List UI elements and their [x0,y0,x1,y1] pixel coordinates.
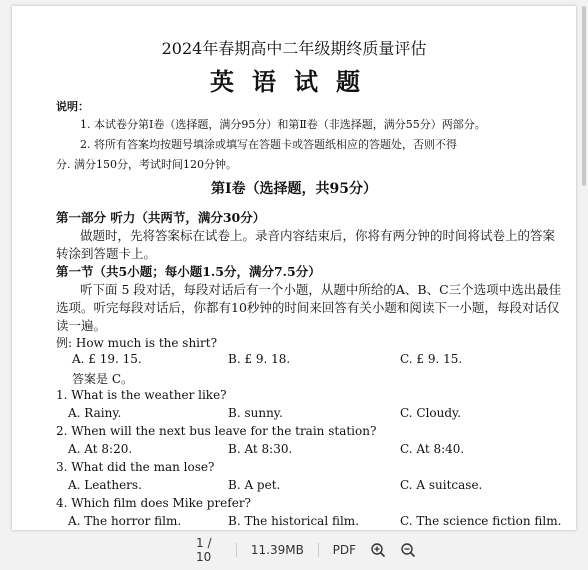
document-page [12,6,576,530]
zoom-in-icon [370,542,386,558]
question-3-option-a: A. Leathers. [68,478,142,492]
question-4-option-a: A. The horror film. [68,514,182,528]
question-2-option-c: C. At 8:40. [400,442,465,456]
notes-line-2a: 2. 将所有答案均按题号填涂或填写在答题卡或答题纸相应的答题处，否则不得 [80,138,457,151]
question-3-option-c: C. A suitcase. [400,478,483,492]
toolbar-divider [318,543,319,557]
example-option-b: B. £ 9. 18. [228,352,291,366]
file-format: PDF [332,543,356,557]
page-indicator[interactable]: 1 / 10 [196,536,212,564]
scrollbar[interactable] [582,6,586,186]
zoom-in-button[interactable] [370,542,386,558]
example-option-a: A. £ 19. 15. [72,352,142,366]
notes-label: 说明： [56,100,89,113]
example-answer: 答案是 C。 [72,372,133,386]
question-3-option-b: B. A pet. [228,478,281,492]
sec1-desc-c: 读一遍。 [56,318,107,333]
question-4-option-c: C. The science fiction film. [400,514,562,528]
question-4-option-b: B. The historical film. [228,514,360,528]
question-2: 2. When will the next bus leave for the train station? [56,424,377,438]
question-2-option-a: A. At 8:20. [68,442,133,456]
example-question: 例: How much is the shirt? [56,336,217,350]
sec1-title: 第一节（共5小题；每小题1.5分，满分7.5分） [56,264,321,279]
section-title: 第Ⅰ卷（选择题，共95分） [210,181,378,197]
part1-title: 第一部分 听力（共两节，满分30分） [56,210,266,225]
notes-line-1: 1. 本试卷分第Ⅰ卷（选择题，满分95分）和第Ⅱ卷（非选择题，满分55分）两部分。 [80,118,486,131]
example-option-c: C. £ 9. 15. [400,352,463,366]
notes-line-2b: 分. 满分150分，考试时间120分钟。 [56,158,237,171]
question-3: 3. What did the man lose? [56,460,215,474]
file-size: 11.39MB [250,543,304,557]
question-1: 1. What is the weather like? [56,388,227,402]
exam-title: 2024年春期高中二年级期终质量评估 [161,39,427,58]
zoom-out-icon [400,542,416,558]
question-2-option-b: B. At 8:30. [228,442,293,456]
question-1-option-b: B. sunny. [228,406,283,420]
part1-desc-a: 做题时，先将答案标在试卷上。录音内容结束后，你将有两分钟的时间将试卷上的答案 [80,228,556,243]
sec1-desc-b: 选项。听完每段对话后，你都有10秒钟的时间来回答有关小题和阅读下一小题，每段对话仅 [56,300,560,315]
zoom-out-button[interactable] [400,542,416,558]
sec1-desc-a: 听下面 5 段对话，每段对话后有一个小题，从题中所给的A、B、C三个选项中选出最佳 [80,282,562,297]
viewer-toolbar [196,536,416,564]
subject-title: 英语试题 [210,67,378,96]
part1-desc-b: 转涂到答题卡上。 [56,246,157,261]
question-4: 4. Which film does Mike prefer? [56,496,251,510]
toolbar-divider [236,543,237,557]
question-1-option-c: C. Cloudy. [400,406,462,420]
question-1-option-a: A. Rainy. [68,406,122,420]
